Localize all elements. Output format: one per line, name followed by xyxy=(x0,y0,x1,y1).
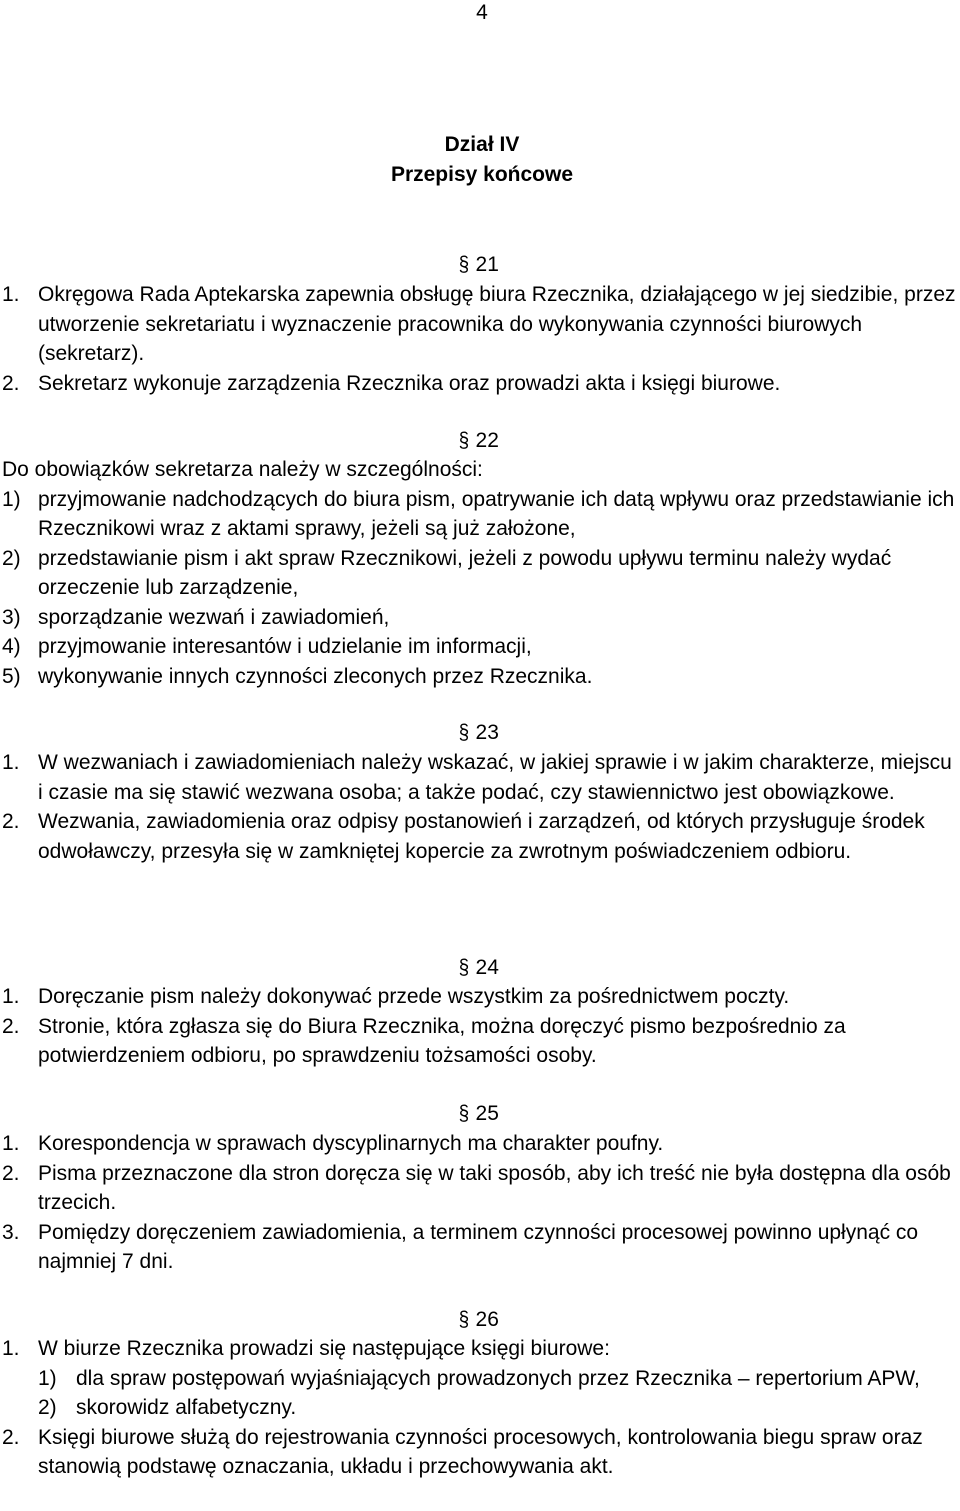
section-heading-23 xyxy=(458,718,499,748)
list-item xyxy=(2,280,960,369)
item-text: wykonywanie innych czynności zleconych przez Rzecznika. xyxy=(38,664,593,688)
section-heading-25 xyxy=(458,1099,499,1129)
item-number: 4) xyxy=(2,635,21,658)
list-item xyxy=(2,1218,960,1277)
section-sign: § xyxy=(458,1102,470,1125)
item-text: przedstawianie pism i akt spraw Rzecznikowi, jeżeli z powodu upływu terminu należy wydać orzeczenie lub zarządzenie, xyxy=(38,546,892,599)
item-number: 2. xyxy=(2,1014,20,1038)
section-number: 21 xyxy=(475,253,499,276)
item-number: 3) xyxy=(2,605,21,629)
item-text: dla spraw postępowań wyjaśniających prowadzonych przez Rzecznika – repertorium APW, xyxy=(76,1366,920,1390)
section-sign: § xyxy=(458,956,470,979)
list-item xyxy=(2,1159,960,1218)
item-text: W wezwaniach i zawiadomieniach należy wskazać, w jakiej sprawie i w jakim charakterze, miejscu i czasie ma się stawić wezwana osoba; a także podać, czy stawiennictwo jest obowiązkowe. xyxy=(38,751,952,804)
item-text: Korespondencja w sprawach dyscyplinarnych ma charakter poufny. xyxy=(38,1132,664,1155)
list-item xyxy=(2,1334,960,1364)
list-item xyxy=(2,748,960,807)
item-text: Wezwania, zawiadomienia oraz odpisy postanowień i zarządzeń, od których przysługuje środek odwoławczy, przesyła się w zamkniętej kopercie za zwrotnym poświadczeniem odbioru. xyxy=(38,810,925,863)
item-number: 2. xyxy=(2,1425,20,1449)
section-number: 25 xyxy=(475,1102,499,1125)
section-heading-22 xyxy=(458,426,499,456)
item-number: 1. xyxy=(2,751,20,774)
item-number: 2) xyxy=(2,546,21,570)
item-number: 2. xyxy=(2,1161,20,1185)
item-number: 2. xyxy=(2,810,20,833)
division-title: Dział IV xyxy=(444,133,520,156)
list-item xyxy=(2,1423,960,1482)
list-item xyxy=(2,369,960,399)
list-item xyxy=(2,544,960,603)
item-text: przyjmowanie interesantów i udzielanie im informacji, xyxy=(38,635,532,658)
section-25-body xyxy=(2,1129,960,1277)
item-number: 2) xyxy=(38,1396,57,1419)
section-heading-26 xyxy=(458,1305,499,1335)
page-number: 4 xyxy=(476,1,488,24)
item-text: Sekretarz wykonuje zarządzenia Rzecznika oraz prowadzi akta i księgi biurowe. xyxy=(38,371,781,395)
section-sign: § xyxy=(458,253,470,276)
item-text: skorowidz alfabetyczny. xyxy=(76,1396,297,1419)
list-item xyxy=(2,632,960,662)
item-text: Stronie, która zgłasza się do Biura Rzecznika, można doręczyć pismo bezpośrednio za potwierdzeniem odbioru, po sprawdzeniu tożsamości osoby. xyxy=(38,1014,846,1067)
item-text: W biurze Rzecznika prowadzi się następujące księgi biurowe: xyxy=(38,1337,610,1360)
item-text: Doręczanie pism należy dokonywać przede wszystkim za pośrednictwem poczty. xyxy=(38,985,790,1008)
section-26-body xyxy=(2,1334,960,1482)
item-number: 1) xyxy=(2,487,21,511)
section-sign: § xyxy=(458,429,470,452)
section-number: 22 xyxy=(475,429,499,452)
section-number: 26 xyxy=(475,1308,499,1331)
section-22-body xyxy=(2,455,960,691)
item-text: sporządzanie wezwań i zawiadomień, xyxy=(38,605,390,629)
item-number: 5) xyxy=(2,664,21,688)
section-number: 24 xyxy=(475,956,499,979)
section-21-body xyxy=(2,280,960,398)
section-23-body xyxy=(2,748,960,866)
item-text: Pomiędzy doręczeniem zawiadomienia, a terminem czynności procesowej powinno upłynąć co najmniej 7 dni. xyxy=(38,1220,919,1273)
section-heading-24 xyxy=(458,953,499,983)
item-number: 1. xyxy=(2,1132,20,1155)
item-text: Okręgowa Rada Aptekarska zapewnia obsługę biura Rzecznika, działającego w jej siedzibie, przez utworzenie sekretariatu i wyznaczenie pracownika do wykonywania czynności biurowych (sekretarz). xyxy=(38,283,956,365)
item-text: Pisma przeznaczone dla stron doręcza się w taki sposób, aby ich treść nie była dostępna dla osób trzecich. xyxy=(38,1161,951,1214)
list-item xyxy=(2,982,960,1012)
section-heading-21 xyxy=(458,250,499,280)
section-number: 23 xyxy=(475,721,499,744)
item-number: 1) xyxy=(38,1366,57,1390)
sub-list-item xyxy=(2,1364,960,1394)
section-24-body xyxy=(2,982,960,1071)
item-number: 2. xyxy=(2,371,20,395)
list-item xyxy=(2,1012,960,1071)
list-item xyxy=(2,662,960,692)
list-item xyxy=(2,603,960,633)
sub-list-item xyxy=(2,1393,960,1423)
item-text: przyjmowanie nadchodzących do biura pism, opatrywanie ich datą wpływu oraz przedstawianie ich Rzecznikowi wraz z aktami sprawy, jeżeli są już założone, xyxy=(38,487,955,540)
list-item xyxy=(2,1129,960,1159)
item-number: 1. xyxy=(2,283,20,306)
item-number: 1. xyxy=(2,985,20,1008)
list-item xyxy=(2,485,960,544)
item-text: Księgi biurowe służą do rejestrowania czynności procesowych, kontrolowania biegu spraw oraz stanowią podstawę oznaczania, układu i przechowywania akt. xyxy=(38,1425,923,1478)
section-sign: § xyxy=(458,721,470,744)
section-sign: § xyxy=(458,1308,470,1331)
item-number: 3. xyxy=(2,1220,20,1244)
item-number: 1. xyxy=(2,1337,20,1360)
list-item xyxy=(2,807,960,866)
section-intro: Do obowiązków sekretarza należy w szczególności: xyxy=(2,458,483,481)
division-subtitle: Przepisy końcowe xyxy=(390,163,574,186)
